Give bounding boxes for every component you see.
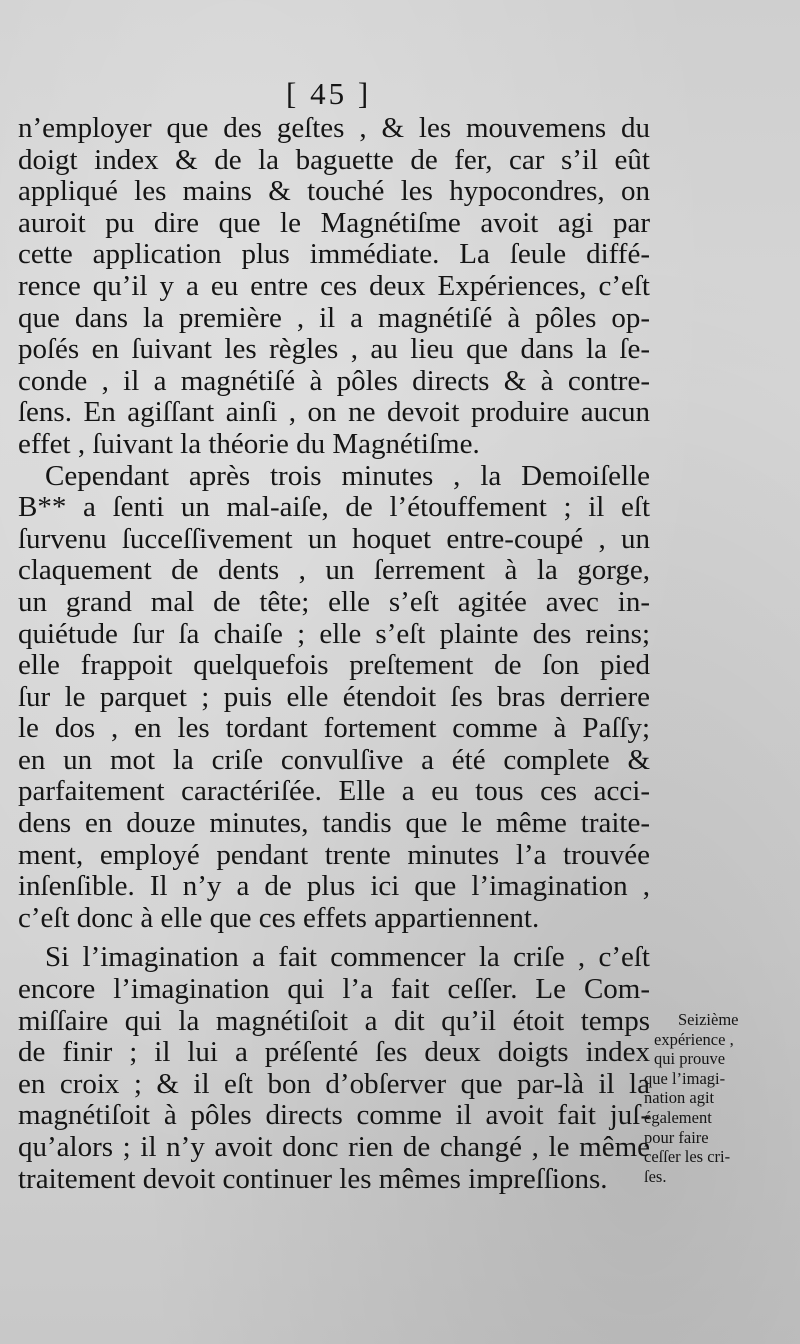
text-line: Cependant après trois minutes , la Demoiſelle bbox=[45, 460, 650, 492]
text-line: ſur le parquet ; puis elle étendoit ſes bras derriere bbox=[18, 681, 650, 713]
paragraph-2 bbox=[18, 461, 650, 935]
text-line: traitement devoit continuer les mêmes impreſſions. bbox=[18, 1163, 608, 1195]
text-line: en croix ; & il eſt bon d’obſerver que par-là il la bbox=[18, 1068, 650, 1100]
text-line: en un mot la criſe convulſive a été complete & bbox=[18, 744, 650, 776]
margin-note-line: pour faire bbox=[644, 1127, 709, 1147]
paragraph-3 bbox=[18, 942, 650, 1195]
bleed-through-text-1 bbox=[655, 478, 795, 498]
margin-note-line: ſes. bbox=[644, 1166, 667, 1186]
text-line: le dos , en les tordant fortement comme à Paſſy; bbox=[18, 713, 650, 745]
text-line: ment, employé pendant trente minutes l’a trouvée bbox=[18, 839, 650, 871]
text-line: B** a ſenti un mal-aiſe, de l’étouffement ; il eſt bbox=[18, 492, 650, 524]
text-line: de finir ; il lui a préſenté ſes deux doigts index bbox=[18, 1037, 650, 1069]
paragraph-1 bbox=[18, 113, 650, 461]
text-line: claquement de dents , un ſerrement à la gorge, bbox=[18, 555, 650, 587]
paragraph-gap bbox=[18, 934, 650, 942]
text-line: appliqué les mains & touché les hypocondres, on bbox=[18, 176, 650, 208]
text-line: encore l’imagination qui l’a fait ceſſer. Le Com- bbox=[18, 974, 650, 1006]
margin-note-line: expérience , bbox=[654, 1029, 734, 1049]
page-number: [ 45 ] bbox=[286, 76, 372, 111]
text-line: doigt index & de la baguette de fer, car s’il eût bbox=[18, 144, 650, 176]
text-line: magnétiſoit à pôles directs comme il avoit fait juſ- bbox=[18, 1100, 650, 1132]
text-line: que dans la première , il a magnétiſé à pôles op- bbox=[18, 302, 650, 334]
text-line: un grand mal de tête; elle s’eſt agitée avec in- bbox=[18, 586, 650, 618]
text-line: ſens. En agiſſant ainſi , on ne devoit produire aucun bbox=[18, 397, 650, 429]
text-line: auroit pu dire que le Magnétiſme avoit agi par bbox=[18, 207, 650, 239]
margin-note-line: Seizième bbox=[678, 1010, 739, 1029]
text-line: c’eſt donc à elle que ces effets appartiennent. bbox=[18, 902, 540, 934]
text-line: cette application plus immédiate. La ſeule diffé- bbox=[18, 239, 650, 271]
margin-note-line: qui prouve bbox=[654, 1049, 726, 1069]
text-line: inſenſible. Il n’y a de plus ici que l’imagination , bbox=[18, 871, 650, 903]
text-line: qu’alors ; il n’y avoit donc rien de changé , le même bbox=[18, 1132, 650, 1163]
text-line: parfaitement caractériſée. Elle a eu tous ces acci- bbox=[18, 776, 650, 808]
text-line: conde , il a magnétiſé à pôles directs & à contre- bbox=[18, 365, 650, 397]
main-text-block bbox=[18, 113, 650, 1195]
text-line: rence qu’il y a eu entre ces deux Expériences, c’eſt bbox=[18, 270, 650, 302]
text-line: quiétude ſur ſa chaiſe ; elle s’eſt plainte des reins; bbox=[18, 618, 650, 650]
margin-note-line: nation agit bbox=[644, 1088, 715, 1108]
text-line: effet , ſuivant la théorie du Magnétiſme. bbox=[18, 428, 480, 460]
margin-note-line: ceſſer les cri- bbox=[644, 1147, 731, 1167]
text-line: poſés en ſuivant les règles , au lieu que dans la ſe- bbox=[18, 334, 650, 366]
margin-note-line: également bbox=[644, 1107, 712, 1127]
margin-note-line: que l’imagi- bbox=[644, 1068, 726, 1088]
text-line: n’employer que des geſtes , & les mouvemens du bbox=[18, 113, 650, 144]
text-line: miſſaire qui la magnétiſoit a dit qu’il étoit temps bbox=[18, 1005, 650, 1037]
text-line: Si l’imagination a fait commencer la criſe , c’eſt bbox=[45, 942, 650, 974]
text-line: elle frappoit quelquefois preſtement de ſon pied bbox=[18, 650, 650, 682]
text-line: dens en douze minutes, tandis que le même traite- bbox=[18, 808, 650, 840]
margin-note bbox=[644, 1010, 762, 1186]
text-line: ſurvenu ſucceſſivement un hoquet entre-coupé , un bbox=[18, 523, 650, 555]
